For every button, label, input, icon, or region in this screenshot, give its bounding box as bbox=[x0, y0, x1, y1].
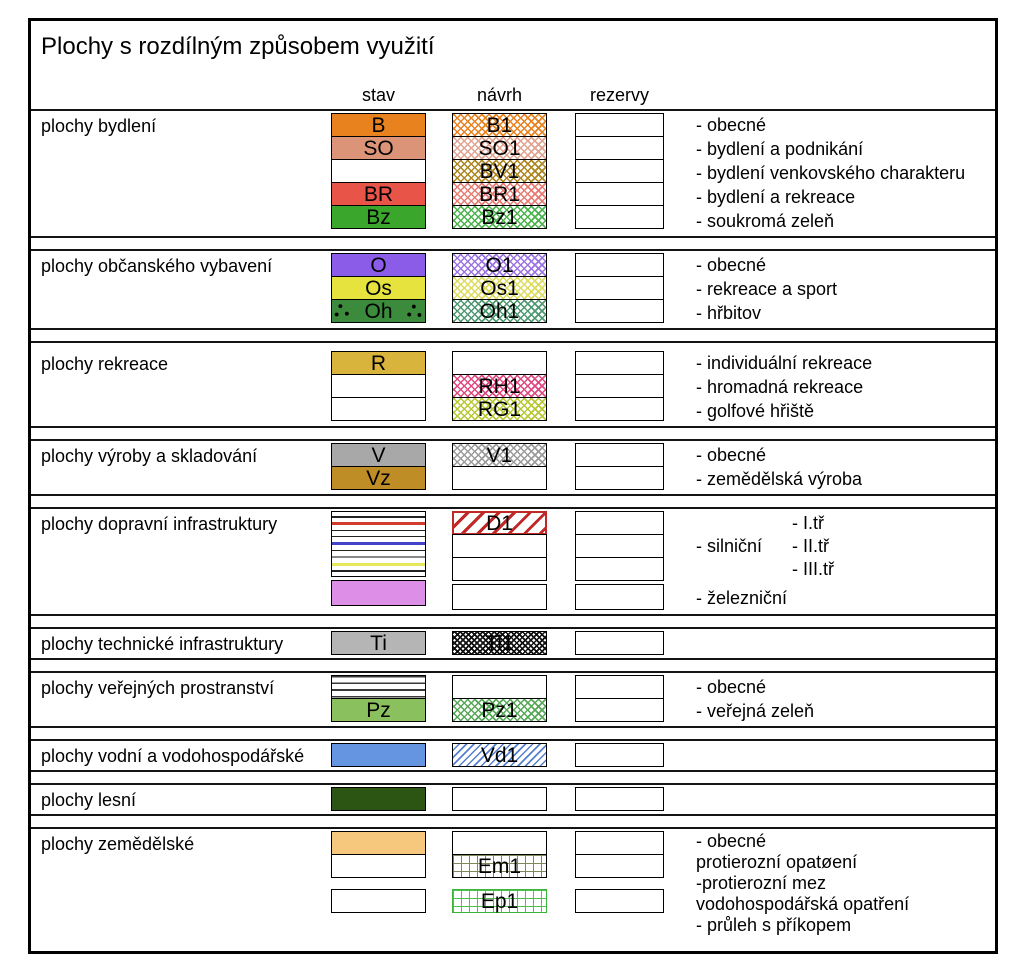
swatch-navrh-Ep1: Ep1 bbox=[452, 889, 547, 913]
swatch-navrh-blank bbox=[452, 466, 547, 490]
desc-text: - bydlení a rekreace bbox=[696, 187, 856, 207]
navrh-column bbox=[452, 675, 547, 722]
navrh-column bbox=[452, 831, 547, 913]
swatch-stav-blank bbox=[331, 889, 426, 913]
desc-text: - soukromá zeleň bbox=[696, 211, 835, 231]
rezervy-column bbox=[575, 831, 664, 913]
rezervy-box bbox=[575, 534, 664, 558]
rezervy-column bbox=[575, 351, 664, 421]
swatch-navrh-V1: V1 bbox=[452, 443, 547, 467]
swatch-navrh-O1: O1 bbox=[452, 253, 547, 277]
navrh-column bbox=[452, 511, 547, 610]
swatch-stav-rail bbox=[331, 580, 426, 606]
legend-panel bbox=[28, 18, 998, 954]
rezervy-box bbox=[575, 854, 664, 878]
swatch-navrh-Pz1: Pz1 bbox=[452, 698, 547, 722]
block-label: plochy technické infrastruktury bbox=[41, 634, 284, 654]
road-separator-line bbox=[332, 556, 425, 558]
road-separator-line bbox=[332, 536, 425, 538]
swatch-navrh-Bz1: Bz1 bbox=[452, 205, 547, 229]
road-desc-group bbox=[680, 511, 995, 581]
swatch-stav-blank bbox=[331, 159, 426, 183]
swatch-navrh-Oh1: Oh1 bbox=[452, 299, 547, 323]
swatch-stav-B: B bbox=[331, 113, 426, 137]
block-label: plochy vodní a vodohospodářské bbox=[41, 746, 305, 766]
road-separator-line bbox=[332, 530, 425, 532]
navrh-column bbox=[452, 631, 547, 655]
desc-column bbox=[680, 831, 995, 936]
swatch-stav-road-lines bbox=[331, 511, 426, 577]
swatch-navrh-blank bbox=[452, 534, 547, 558]
rezervy-column bbox=[575, 113, 664, 229]
navrh-column bbox=[452, 113, 547, 229]
swatch-navrh-RG1: RG1 bbox=[452, 397, 547, 421]
desc-text: - obecné bbox=[696, 255, 767, 275]
block-label: plochy zemědělské bbox=[41, 834, 195, 854]
swatch-navrh-blank bbox=[452, 675, 547, 699]
road-separator-line bbox=[332, 550, 425, 552]
desc-text: - obecné bbox=[696, 445, 767, 465]
rezervy-box bbox=[575, 675, 664, 699]
swatch-stav-Oh: Oh bbox=[331, 299, 426, 323]
swatch-navrh-blank bbox=[452, 787, 547, 811]
road-class2-line bbox=[332, 542, 425, 545]
desc-text: - obecné bbox=[696, 831, 767, 851]
column-header-navrh: návrh bbox=[476, 85, 523, 105]
desc-column bbox=[680, 351, 995, 423]
road-separator-line bbox=[332, 516, 425, 518]
rezervy-column bbox=[575, 511, 664, 610]
rezervy-box bbox=[575, 511, 664, 535]
block-label: plochy občanského vybavení bbox=[41, 256, 273, 276]
rezervy-column bbox=[575, 253, 664, 323]
desc-text: - obecné bbox=[696, 677, 767, 697]
rezervy-box bbox=[575, 698, 664, 722]
desc-text: - individuální rekreace bbox=[696, 353, 873, 373]
block-technicka-infrastruktura bbox=[31, 627, 995, 660]
desc-column bbox=[680, 675, 995, 723]
desc-text: -protierozní mez bbox=[696, 873, 827, 893]
desc-text: - železniční bbox=[696, 588, 788, 608]
swatch-stav-blank bbox=[331, 397, 426, 421]
stav-column bbox=[331, 511, 426, 606]
swatch-navrh-Ti1: Ti1 bbox=[452, 631, 547, 655]
desc-text: - II.tř bbox=[792, 535, 829, 556]
road-class1-line bbox=[332, 522, 425, 525]
stav-column bbox=[331, 253, 426, 323]
desc-text: - rekreace a sport bbox=[696, 279, 838, 299]
stav-column bbox=[331, 443, 426, 490]
stav-column bbox=[331, 675, 426, 722]
swatch-stav-V: V bbox=[331, 443, 426, 467]
desc-text: - golfové hřiště bbox=[696, 401, 815, 421]
desc-text: vodohospodářská opatření bbox=[696, 894, 910, 914]
block-label: plochy lesní bbox=[41, 790, 137, 810]
desc-column bbox=[680, 253, 995, 325]
desc-column bbox=[680, 511, 995, 611]
rezervy-box bbox=[575, 466, 664, 490]
header-spacer bbox=[31, 103, 331, 106]
rezervy-box bbox=[575, 443, 664, 467]
swatch-stav-blank bbox=[331, 374, 426, 398]
block-obcanske-vybaveni bbox=[31, 249, 995, 330]
navrh-column bbox=[452, 443, 547, 490]
desc-text: - obecné bbox=[696, 115, 767, 135]
stav-column bbox=[331, 113, 426, 229]
desc-text: protierozní opatøení bbox=[696, 852, 858, 872]
block-bydleni bbox=[31, 109, 995, 238]
desc-text: - bydlení venkovského charakteru bbox=[696, 163, 966, 183]
stav-column bbox=[331, 351, 426, 421]
desc-text: - hřbitov bbox=[696, 303, 762, 323]
swatch-navrh-RH1: RH1 bbox=[452, 374, 547, 398]
rezervy-column bbox=[575, 787, 664, 811]
column-headers bbox=[31, 85, 995, 109]
rezervy-box bbox=[575, 182, 664, 206]
road-separator-line bbox=[332, 570, 425, 572]
rezervy-box bbox=[575, 159, 664, 183]
swatch-stav-stripes bbox=[331, 675, 426, 699]
swatch-stav-blank bbox=[331, 854, 426, 878]
navrh-column bbox=[452, 787, 547, 811]
swatch-navrh-SO1: SO1 bbox=[452, 136, 547, 160]
rezervy-box bbox=[575, 276, 664, 300]
swatch-stav-agri bbox=[331, 831, 426, 855]
desc-text: - bydlení a podnikání bbox=[696, 139, 864, 159]
block-zemedelske bbox=[31, 827, 995, 939]
swatch-navrh-blank bbox=[452, 351, 547, 375]
rezervy-box bbox=[575, 787, 664, 811]
swatch-stav-water bbox=[331, 743, 426, 767]
desc-column bbox=[680, 443, 995, 491]
swatch-stav-R: R bbox=[331, 351, 426, 375]
rezervy-column bbox=[575, 631, 664, 655]
rezervy-box bbox=[575, 584, 664, 610]
desc-text: - hromadná rekreace bbox=[696, 377, 864, 397]
rezervy-column bbox=[575, 743, 664, 767]
block-rekreace bbox=[31, 341, 995, 428]
stav-column bbox=[331, 631, 426, 655]
rezervy-column bbox=[575, 675, 664, 722]
rezervy-box bbox=[575, 374, 664, 398]
rezervy-box bbox=[575, 253, 664, 277]
block-label: plochy veřejných prostranství bbox=[41, 678, 275, 698]
swatch-navrh-B1: B1 bbox=[452, 113, 547, 137]
swatch-stav-Vz: Vz bbox=[331, 466, 426, 490]
rezervy-box bbox=[575, 113, 664, 137]
stav-column bbox=[331, 743, 426, 767]
swatch-stav-Pz: Pz bbox=[331, 698, 426, 722]
swatch-navrh-rail-blank bbox=[452, 584, 547, 610]
rezervy-box bbox=[575, 831, 664, 855]
stav-column bbox=[331, 787, 426, 811]
swatch-navrh-Vd1: Vd1 bbox=[452, 743, 547, 767]
column-header-rezervy: rezervy bbox=[589, 85, 649, 105]
navrh-column bbox=[452, 351, 547, 421]
desc-text: - veřejná zeleň bbox=[696, 701, 815, 721]
rezervy-box bbox=[575, 557, 664, 581]
swatch-navrh-blank bbox=[452, 831, 547, 855]
road-class3-line bbox=[332, 563, 425, 566]
rezervy-box bbox=[575, 743, 664, 767]
swatch-stav-Ti: Ti bbox=[331, 631, 426, 655]
desc-text: - I.tř bbox=[792, 512, 824, 533]
desc-text: - zemědělská výroba bbox=[696, 469, 863, 489]
block-lesni bbox=[31, 783, 995, 816]
rezervy-column bbox=[575, 443, 664, 490]
rezervy-box bbox=[575, 889, 664, 913]
swatch-stav-Bz: Bz bbox=[331, 205, 426, 229]
swatch-navrh-D1: D1 bbox=[452, 511, 547, 535]
swatch-navrh-BV1: BV1 bbox=[452, 159, 547, 183]
rezervy-box bbox=[575, 397, 664, 421]
swatch-navrh-Em1: Em1 bbox=[452, 854, 547, 878]
swatch-stav-SO: SO bbox=[331, 136, 426, 160]
block-dopravni-infrastruktura bbox=[31, 507, 995, 616]
desc-text: - průleh s příkopem bbox=[696, 915, 852, 935]
block-label: plochy bydlení bbox=[41, 116, 157, 136]
block-vodni bbox=[31, 739, 995, 772]
swatch-navrh-blank bbox=[452, 557, 547, 581]
road-class-list bbox=[792, 512, 834, 581]
rezervy-box bbox=[575, 136, 664, 160]
block-label: plochy rekreace bbox=[41, 354, 169, 374]
rezervy-box bbox=[575, 631, 664, 655]
navrh-column bbox=[452, 743, 547, 767]
desc-column bbox=[680, 113, 995, 233]
block-label: plochy výroby a skladování bbox=[41, 446, 258, 466]
rezervy-box bbox=[575, 205, 664, 229]
stav-column bbox=[331, 831, 426, 913]
block-label: plochy dopravní infrastruktury bbox=[41, 514, 278, 534]
desc-text: - silniční bbox=[696, 535, 763, 556]
rezervy-box bbox=[575, 351, 664, 375]
navrh-column bbox=[452, 253, 547, 323]
block-verejna-prostranstvi bbox=[31, 671, 995, 728]
block-vyroba-skladovani bbox=[31, 439, 995, 496]
swatch-stav-Os: Os bbox=[331, 276, 426, 300]
swatch-navrh-Os1: Os1 bbox=[452, 276, 547, 300]
swatch-stav-O: O bbox=[331, 253, 426, 277]
desc-text: - III.tř bbox=[792, 558, 834, 579]
page-title: Plochy s rozdílným způsobem využití bbox=[41, 33, 435, 60]
swatch-navrh-BR1: BR1 bbox=[452, 182, 547, 206]
swatch-stav-forest bbox=[331, 787, 426, 811]
swatch-stav-BR: BR bbox=[331, 182, 426, 206]
column-header-stav: stav bbox=[361, 85, 395, 105]
rezervy-box bbox=[575, 299, 664, 323]
